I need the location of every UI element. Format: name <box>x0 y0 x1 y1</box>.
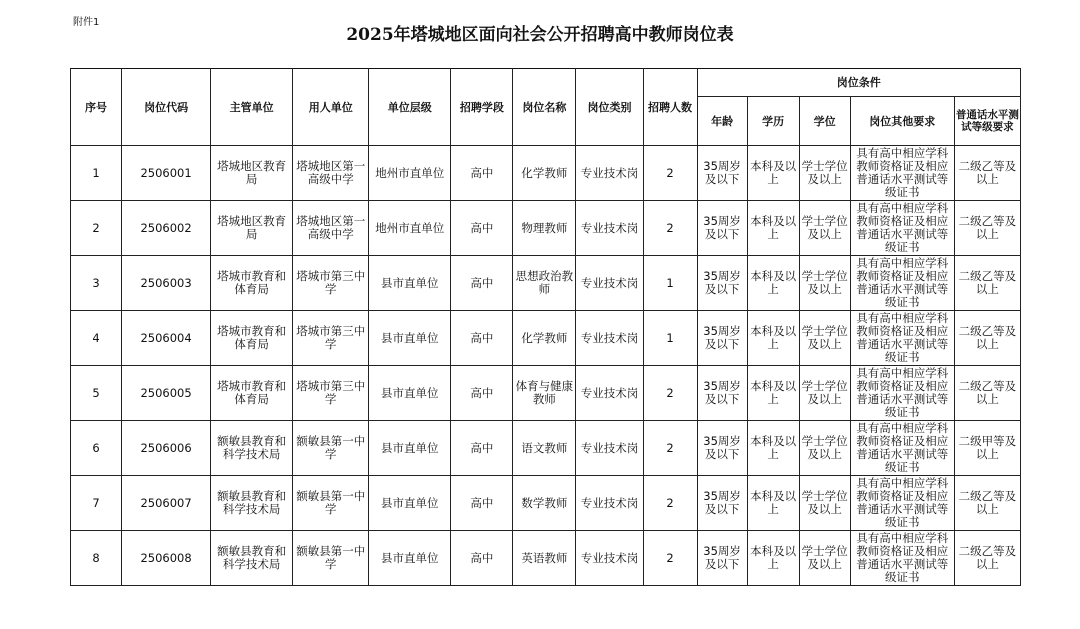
cell-education: 本科及以上 <box>747 531 799 586</box>
table-row <box>71 311 1021 366</box>
cell-code: 2506002 <box>122 201 211 256</box>
cell-level: 县市直单位 <box>369 366 451 421</box>
cell-dept: 塔城地区教育局 <box>211 146 293 201</box>
cell-other-requirements: 具有高中相应学科教师资格证及相应普通话水平测试等级证书 <box>850 311 954 366</box>
cell-degree: 学士学位及以上 <box>799 311 850 366</box>
header-code: 岗位代码 <box>122 69 211 146</box>
document-title: 2025年塔城地区面向社会公开招聘高中教师岗位表 <box>346 25 734 45</box>
cell-mandarin: 二级乙等及以上 <box>954 256 1020 311</box>
cell-other-requirements: 具有高中相应学科教师资格证及相应普通话水平测试等级证书 <box>850 476 954 531</box>
header-stage: 招聘学段 <box>451 69 513 146</box>
cell-dept: 塔城市教育和体育局 <box>211 311 293 366</box>
cell-position: 思想政治教师 <box>513 256 576 311</box>
cell-count: 1 <box>643 256 697 311</box>
cell-education: 本科及以上 <box>747 146 799 201</box>
cell-age: 35周岁及以下 <box>697 531 747 586</box>
cell-mandarin: 二级乙等及以上 <box>954 146 1020 201</box>
table-body <box>71 146 1021 586</box>
cell-seq: 4 <box>71 311 122 366</box>
cell-mandarin: 二级乙等及以上 <box>954 366 1020 421</box>
cell-count: 2 <box>643 366 697 421</box>
job-positions-table <box>70 68 1021 586</box>
table-row <box>71 256 1021 311</box>
cell-count: 1 <box>643 311 697 366</box>
cell-count: 2 <box>643 146 697 201</box>
table-row <box>71 421 1021 476</box>
cell-dept: 额敏县教育和科学技术局 <box>211 476 293 531</box>
header-conditions: 岗位条件 <box>697 69 1020 97</box>
header-seq: 序号 <box>71 69 122 146</box>
cell-code: 2506008 <box>122 531 211 586</box>
attachment-label: 附件1 <box>73 17 100 28</box>
cell-seq: 7 <box>71 476 122 531</box>
header-education: 学历 <box>747 97 799 146</box>
cell-education: 本科及以上 <box>747 256 799 311</box>
header-dept: 主管单位 <box>211 69 293 146</box>
cell-dept: 额敏县教育和科学技术局 <box>211 421 293 476</box>
cell-age: 35周岁及以下 <box>697 146 747 201</box>
cell-level: 县市直单位 <box>369 476 451 531</box>
header-other: 岗位其他要求 <box>850 97 954 146</box>
cell-other-requirements: 具有高中相应学科教师资格证及相应普通话水平测试等级证书 <box>850 146 954 201</box>
cell-category: 专业技术岗 <box>576 421 643 476</box>
cell-level: 地州市直单位 <box>369 146 451 201</box>
cell-stage: 高中 <box>451 421 513 476</box>
cell-education: 本科及以上 <box>747 476 799 531</box>
cell-age: 35周岁及以下 <box>697 476 747 531</box>
cell-code: 2506006 <box>122 421 211 476</box>
cell-degree: 学士学位及以上 <box>799 476 850 531</box>
cell-education: 本科及以上 <box>747 311 799 366</box>
header-mandarin: 普通话水平测试等级要求 <box>954 97 1020 146</box>
cell-degree: 学士学位及以上 <box>799 366 850 421</box>
cell-seq: 1 <box>71 146 122 201</box>
cell-stage: 高中 <box>451 366 513 421</box>
cell-category: 专业技术岗 <box>576 256 643 311</box>
header-level: 单位层级 <box>369 69 451 146</box>
cell-degree: 学士学位及以上 <box>799 201 850 256</box>
cell-level: 地州市直单位 <box>369 201 451 256</box>
cell-code: 2506005 <box>122 366 211 421</box>
cell-position: 语文教师 <box>513 421 576 476</box>
cell-degree: 学士学位及以上 <box>799 146 850 201</box>
cell-dept: 塔城市教育和体育局 <box>211 366 293 421</box>
table-row <box>71 146 1021 201</box>
cell-employer: 塔城市第三中学 <box>293 256 369 311</box>
cell-seq: 2 <box>71 201 122 256</box>
cell-dept: 塔城市教育和体育局 <box>211 256 293 311</box>
cell-position: 化学教师 <box>513 311 576 366</box>
cell-code: 2506003 <box>122 256 211 311</box>
cell-mandarin: 二级乙等及以上 <box>954 311 1020 366</box>
cell-position: 体育与健康教师 <box>513 366 576 421</box>
cell-category: 专业技术岗 <box>576 476 643 531</box>
cell-dept: 额敏县教育和科学技术局 <box>211 531 293 586</box>
cell-employer: 额敏县第一中学 <box>293 531 369 586</box>
cell-education: 本科及以上 <box>747 366 799 421</box>
cell-other-requirements: 具有高中相应学科教师资格证及相应普通话水平测试等级证书 <box>850 201 954 256</box>
cell-stage: 高中 <box>451 476 513 531</box>
cell-stage: 高中 <box>451 201 513 256</box>
cell-education: 本科及以上 <box>747 421 799 476</box>
cell-stage: 高中 <box>451 256 513 311</box>
header-position: 岗位名称 <box>513 69 576 146</box>
cell-position: 化学教师 <box>513 146 576 201</box>
cell-position: 英语教师 <box>513 531 576 586</box>
cell-seq: 3 <box>71 256 122 311</box>
cell-age: 35周岁及以下 <box>697 421 747 476</box>
table-row <box>71 531 1021 586</box>
cell-count: 2 <box>643 476 697 531</box>
cell-code: 2506007 <box>122 476 211 531</box>
table-row <box>71 201 1021 256</box>
cell-employer: 额敏县第一中学 <box>293 421 369 476</box>
cell-seq: 8 <box>71 531 122 586</box>
cell-employer: 塔城市第三中学 <box>293 311 369 366</box>
header-age: 年龄 <box>697 97 747 146</box>
cell-category: 专业技术岗 <box>576 201 643 256</box>
cell-position: 数学教师 <box>513 476 576 531</box>
cell-age: 35周岁及以下 <box>697 366 747 421</box>
cell-count: 2 <box>643 421 697 476</box>
header-category: 岗位类别 <box>576 69 643 146</box>
cell-mandarin: 二级乙等及以上 <box>954 201 1020 256</box>
cell-mandarin: 二级乙等及以上 <box>954 476 1020 531</box>
cell-degree: 学士学位及以上 <box>799 256 850 311</box>
cell-employer: 额敏县第一中学 <box>293 476 369 531</box>
cell-degree: 学士学位及以上 <box>799 531 850 586</box>
cell-degree: 学士学位及以上 <box>799 421 850 476</box>
cell-employer: 塔城市第三中学 <box>293 366 369 421</box>
cell-category: 专业技术岗 <box>576 311 643 366</box>
cell-stage: 高中 <box>451 146 513 201</box>
cell-age: 35周岁及以下 <box>697 311 747 366</box>
cell-level: 县市直单位 <box>369 256 451 311</box>
cell-code: 2506004 <box>122 311 211 366</box>
cell-level: 县市直单位 <box>369 421 451 476</box>
cell-other-requirements: 具有高中相应学科教师资格证及相应普通话水平测试等级证书 <box>850 256 954 311</box>
cell-employer: 塔城地区第一高级中学 <box>293 201 369 256</box>
cell-education: 本科及以上 <box>747 201 799 256</box>
cell-stage: 高中 <box>451 311 513 366</box>
cell-category: 专业技术岗 <box>576 366 643 421</box>
cell-other-requirements: 具有高中相应学科教师资格证及相应普通话水平测试等级证书 <box>850 421 954 476</box>
cell-count: 2 <box>643 201 697 256</box>
table-row <box>71 366 1021 421</box>
cell-level: 县市直单位 <box>369 531 451 586</box>
cell-stage: 高中 <box>451 531 513 586</box>
cell-seq: 6 <box>71 421 122 476</box>
cell-count: 2 <box>643 531 697 586</box>
header-degree: 学位 <box>799 97 850 146</box>
table-row <box>71 476 1021 531</box>
cell-other-requirements: 具有高中相应学科教师资格证及相应普通话水平测试等级证书 <box>850 366 954 421</box>
cell-age: 35周岁及以下 <box>697 256 747 311</box>
cell-level: 县市直单位 <box>369 311 451 366</box>
cell-code: 2506001 <box>122 146 211 201</box>
cell-category: 专业技术岗 <box>576 146 643 201</box>
header-employer: 用人单位 <box>293 69 369 146</box>
cell-mandarin: 二级甲等及以上 <box>954 421 1020 476</box>
header-count: 招聘人数 <box>643 69 697 146</box>
cell-employer: 塔城地区第一高级中学 <box>293 146 369 201</box>
cell-mandarin: 二级乙等及以上 <box>954 531 1020 586</box>
cell-age: 35周岁及以下 <box>697 201 747 256</box>
cell-dept: 塔城地区教育局 <box>211 201 293 256</box>
cell-category: 专业技术岗 <box>576 531 643 586</box>
cell-seq: 5 <box>71 366 122 421</box>
cell-other-requirements: 具有高中相应学科教师资格证及相应普通话水平测试等级证书 <box>850 531 954 586</box>
cell-position: 物理教师 <box>513 201 576 256</box>
header-row-top <box>71 69 1021 97</box>
